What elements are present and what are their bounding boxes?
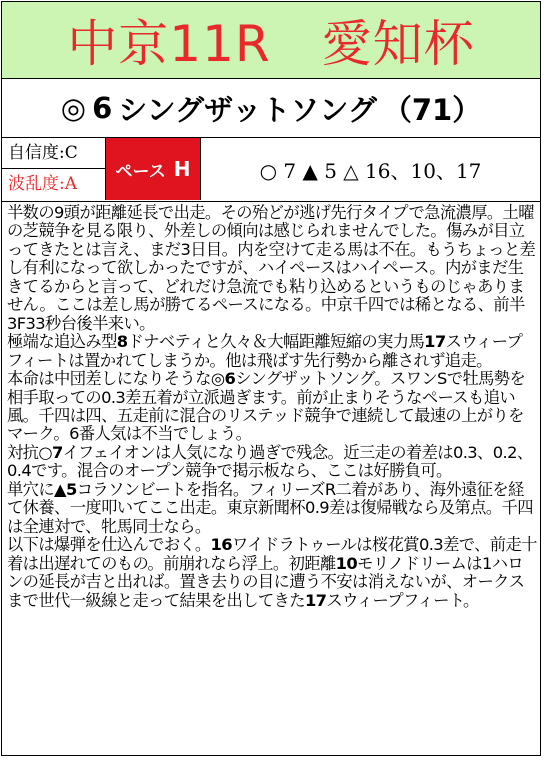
comment-paragraph: 半数の9頭が距離延長で出走。その殆どが逃げ先行タイプで急流濃厚。土曜の芝競争を見る限り、外差しの傾向は感じられませんでした。傷みが目立ってきたとは言え、まだ3日目。内を空けて走る馬は不在。もうちょっと差し有利になって欲しかったですが、ハイペースはハイペース。内がまだ生きてるからと言って、どれだけ急流でも粘り込めるというものじゃありません。ここは差し馬が勝てるペースになる。中京千四では稀となる、前半3F33秒台後半来い。 [7,203,536,333]
horse-rating: （71） [382,92,482,127]
race-commentary [7,204,537,610]
horse-name: シングザットソング [118,92,377,127]
pace-badge [106,138,201,200]
confidence-label: 自信度:C [2,138,105,169]
pace-label: ペース [115,161,166,182]
betting-marks: ○ 7 ▲ 5 △ 16、10、17 [259,158,482,183]
comment-paragraph: 単穴に▲5コラソンビートを指名。フィリーズR二着があり、海外遠征を経て休養、一度叩いてここ出走。東京新聞杯0.9差は復帰戦なら及第点。千四は全連対で、牝馬同士なら。 [7,479,533,536]
upset-label: 波乱度:A [8,174,78,194]
confidence-box [2,138,106,200]
horse-number: 6 [92,91,113,125]
honmei-mark: ◎ [60,91,87,125]
comment-paragraph: 極端な追込み型8ドナベティと久々＆大幅距離短縮の実力馬17スウィープフィートは置かれてしまうか。他は飛ばす先行勢から離されず追走。 [7,332,523,370]
comment-paragraph: 以下は爆弾を仕込んでおく。16ワイドラトゥールは桜花賞0.3差で、前走十着は出遅れてのもの。前崩れなら浮上。初距離10モリノドリームは1ハロンの延長が吉と出れば。置き去りの目に遭う不安は消えないが、オークスまで世代一級線と走って結果を出してきた17スウィープフィート。 [7,535,537,610]
info-row [2,138,540,202]
top-pick-band [2,79,540,138]
title-band [2,2,540,79]
comment-paragraph: 対抗○7イフェイオンは人気になり過ぎで残念。近三走の着差は0.3、0.2、0.4です。混合のオープン競争で掲示板なら、ここは好勝負可。 [7,442,533,481]
race-title: 中京11R 愛知杯 [67,15,475,73]
race-prediction-card [1,1,541,756]
pace-value: H [173,157,191,181]
comment-paragraph: 本命は中団差しになりそうな◎6シングザットソング。スワンSで牡馬勢を相手取っての0.3差五着が立派過ぎます。前が止まりそうなペースも追い風。千四は四、五走前に混合のリステッド競争で連続して最速の上がりをマーク。6番人気は不当でしょう。 [7,369,526,444]
